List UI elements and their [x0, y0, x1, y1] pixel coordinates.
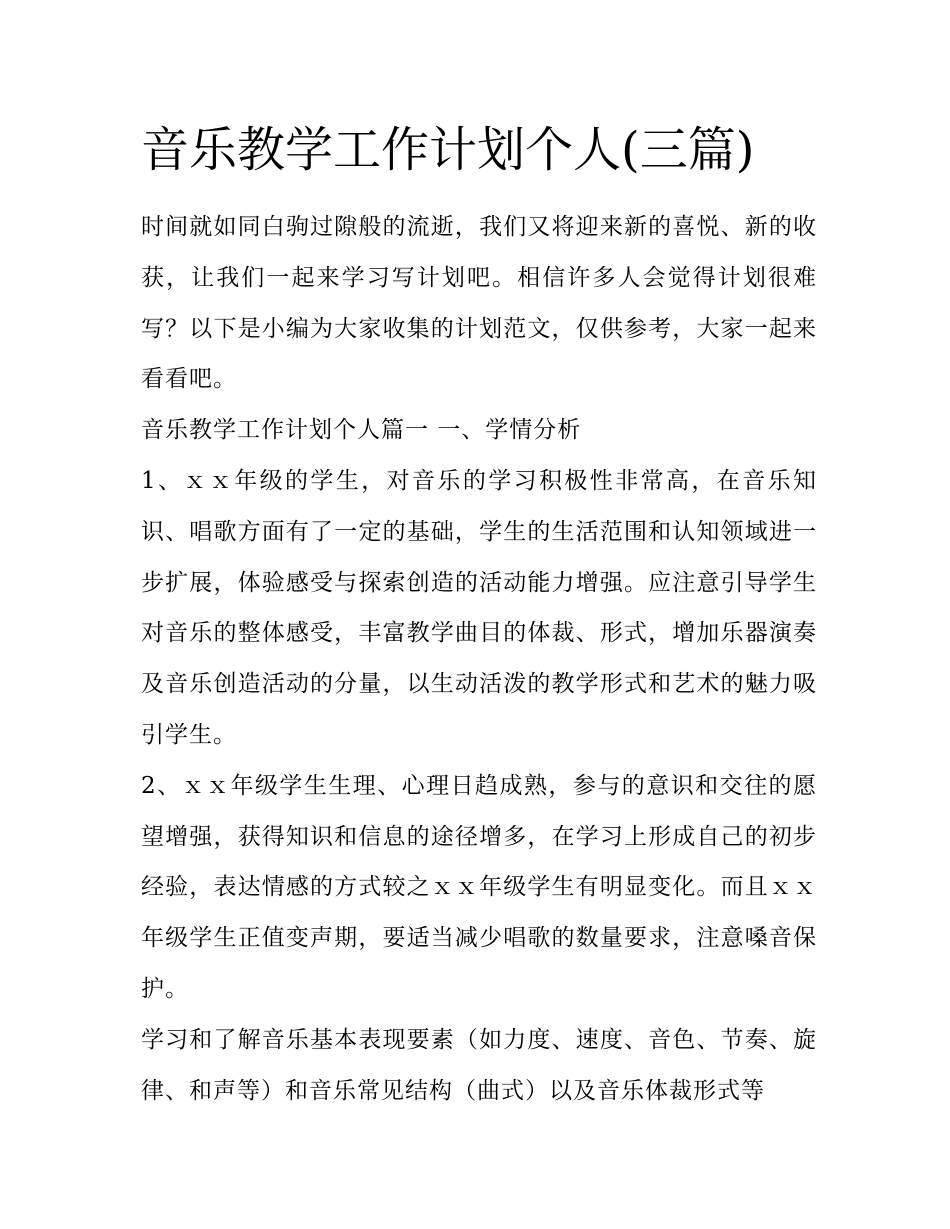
analysis-paragraph-1: 1、ｘｘ年级的学生，对音乐的学习积极性非常高，在音乐知识、唱歌方面有了一定的基础，学生的生活范围和认知领域进一步扩展，体验感受与探索创造的活动能力增强。应注意引导学生对音乐的整体感受，丰富教学曲目的体裁、形式，增加乐器演奏及音乐创造活动的分量，以生动活泼的教学形式和艺术的魅力吸引学生。 — [141, 467, 817, 748]
analysis-paragraph-2: 2、ｘｘ年级学生生理、心理日趋成熟，参与的意识和交往的愿望增强，获得知识和信息的途径增多，在学习上形成自己的初步经验，表达情感的方式较之ｘｘ年级学生有明显变化。而且ｘｘ年级学生正值变声期，要适当减少唱歌的数量要求，注意嗓音保护。 — [141, 772, 817, 1002]
body-paragraph: 学习和了解音乐基本表现要素（如力度、速度、音色、节奏、旋律、和声等）和音乐常见结构（曲式）以及音乐体裁形式等 — [141, 1026, 817, 1104]
section-heading: 音乐教学工作计划个人篇一 一、学情分析 — [141, 417, 582, 444]
document-title: 音乐教学工作计划个人(三篇) — [141, 122, 755, 178]
intro-paragraph: 时间就如同白驹过隙般的流逝，我们又将迎来新的喜悦、新的收获，让我们一起来学习写计划吧。相信许多人会觉得计划很难写？以下是小编为大家收集的计划范文，仅供参考，大家一起来看看吧。 — [141, 214, 817, 393]
document-body — [141, 112, 817, 1116]
